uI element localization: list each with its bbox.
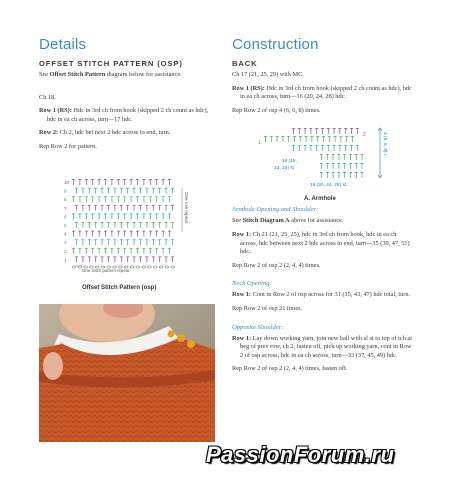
chain-stitch-mark xyxy=(165,266,169,268)
hdc-stitch-mark xyxy=(149,197,152,203)
hdc-stitch-mark xyxy=(107,257,110,263)
hdc-stitch-mark xyxy=(337,164,340,170)
osp-intro: See Offset Stitch Pattern diagram below for assistance. xyxy=(39,71,182,78)
hdc-stitch-mark xyxy=(88,257,91,263)
chart-row-number: 4 xyxy=(64,231,67,237)
hdc-stitch-mark xyxy=(94,223,97,229)
hdc-stitch-mark xyxy=(162,214,165,220)
hdc-stitch-mark xyxy=(333,146,336,152)
hdc-stitch-mark xyxy=(130,214,133,220)
hdc-stitch-mark xyxy=(136,231,139,237)
hdc-stitch-mark xyxy=(133,188,136,194)
hdc-stitch-mark xyxy=(98,231,101,237)
hdc-stitch-mark xyxy=(136,180,139,186)
hdc-stitch-mark xyxy=(145,223,148,229)
hdc-stitch-mark xyxy=(123,231,126,237)
hdc-stitch-mark xyxy=(139,240,142,246)
hdc-stitch-mark xyxy=(327,146,330,152)
hdc-stitch-mark xyxy=(315,146,318,152)
hdc-stitch-mark xyxy=(158,257,161,263)
hdc-stitch-mark xyxy=(101,240,104,246)
hdc-stitch-mark xyxy=(110,197,113,203)
hdc-stitch-mark xyxy=(155,248,158,254)
back-subheading: BACK xyxy=(232,59,258,68)
hdc-stitch-mark xyxy=(88,188,91,194)
hdc-stitch-mark xyxy=(168,231,171,237)
hdc-stitch-mark xyxy=(338,129,341,135)
hdc-stitch-mark xyxy=(339,137,342,143)
hdc-stitch-mark xyxy=(145,205,148,211)
hdc-stitch-mark xyxy=(91,231,94,237)
hdc-stitch-mark xyxy=(120,223,123,229)
diagram-label-19: 19 (19, xyxy=(282,159,297,164)
hdc-stitch-mark xyxy=(142,180,145,186)
hdc-stitch-mark xyxy=(315,129,318,135)
hdc-stitch-mark xyxy=(145,257,148,263)
hdc-stitch-mark xyxy=(337,155,340,161)
hdc-stitch-mark xyxy=(117,197,120,203)
hdc-stitch-mark xyxy=(136,214,139,220)
chart-row-number: 8 xyxy=(64,197,67,203)
watermark-logo: PassionForum.ru xyxy=(206,442,395,467)
hdc-stitch-mark xyxy=(171,205,174,211)
hdc-stitch-mark xyxy=(149,231,152,237)
hdc-stitch-mark xyxy=(78,248,81,254)
hdc-stitch-mark xyxy=(72,214,75,220)
hdc-stitch-mark xyxy=(345,137,348,143)
hdc-stitch-mark xyxy=(299,137,302,143)
opposite-row1: Row 1: Lay down working yarn, join new ball with sl st to top of tch at beg of prev row, ch 2, fasten off, pick up working yarn, cont in Row 2 of osp across, hdc in ea ch across, turn—33 (37, 45, 49) hdc. xyxy=(232,334,412,359)
armhole-heading: Armhole Opening and Shoulder: xyxy=(232,206,319,214)
hdc-stitch-mark xyxy=(139,257,142,263)
hdc-stitch-mark xyxy=(343,164,346,170)
hdc-stitch-mark xyxy=(316,137,319,143)
hdc-stitch-mark xyxy=(320,173,323,179)
osp-repeat: Rep Row 2 for pattern. xyxy=(39,142,97,150)
osp-chart-caption: Offset Stitch Pattern (osp) xyxy=(82,285,157,291)
hdc-stitch-mark xyxy=(136,197,139,203)
hdc-stitch-mark xyxy=(94,205,97,211)
hdc-stitch-mark xyxy=(139,223,142,229)
hdc-stitch-mark xyxy=(81,223,84,229)
hdc-stitch-mark xyxy=(98,180,101,186)
hdc-stitch-mark xyxy=(110,214,113,220)
hdc-stitch-mark xyxy=(332,173,335,179)
hdc-stitch-mark xyxy=(91,180,94,186)
hdc-stitch-mark xyxy=(91,248,94,254)
hdc-stitch-mark xyxy=(113,240,116,246)
hdc-stitch-mark xyxy=(81,188,84,194)
hdc-stitch-mark xyxy=(305,137,308,143)
osp-chain: Ch 18. xyxy=(39,93,56,101)
hdc-stitch-mark xyxy=(136,248,139,254)
hdc-stitch-mark xyxy=(113,205,116,211)
hdc-stitch-mark xyxy=(155,180,158,186)
construction-heading: Construction xyxy=(232,36,319,53)
one-row-repeat-label: One row repeat xyxy=(184,192,189,224)
hdc-stitch-mark xyxy=(107,205,110,211)
hdc-stitch-mark xyxy=(75,205,78,211)
hdc-stitch-mark xyxy=(85,197,88,203)
hdc-stitch-mark xyxy=(149,214,152,220)
hdc-stitch-mark xyxy=(320,164,323,170)
chain-stitch-mark xyxy=(72,266,76,268)
hdc-stitch-mark xyxy=(152,257,155,263)
hdc-stitch-mark xyxy=(152,223,155,229)
hdc-stitch-mark xyxy=(85,248,88,254)
row-count-arrow xyxy=(378,128,382,178)
hdc-stitch-mark xyxy=(361,155,364,161)
hdc-stitch-mark xyxy=(123,197,126,203)
hdc-stitch-mark xyxy=(149,180,152,186)
opposite-shoulder-heading: Opposite Shoulder: xyxy=(232,323,284,331)
hdc-stitch-mark xyxy=(356,146,359,152)
hdc-stitch-mark xyxy=(142,197,145,203)
hdc-stitch-mark xyxy=(75,257,78,263)
hdc-stitch-mark xyxy=(168,197,171,203)
hdc-stitch-mark xyxy=(107,223,110,229)
osp-row2: Row 2: Ch 2, hdc bet next 2 hdc across to end, turn. xyxy=(39,129,171,137)
hdc-stitch-mark xyxy=(123,248,126,254)
hdc-stitch-mark xyxy=(171,257,174,263)
hdc-stitch-mark xyxy=(120,240,123,246)
hdc-stitch-mark xyxy=(332,164,335,170)
hdc-stitch-mark xyxy=(328,137,331,143)
hdc-stitch-mark xyxy=(117,180,120,186)
osp-subheading: OFFSET STITCH PATTERN (OSP) xyxy=(39,59,183,68)
hdc-stitch-mark xyxy=(292,129,295,135)
chain-stitch-mark xyxy=(136,266,140,268)
hdc-stitch-mark xyxy=(152,188,155,194)
hdc-stitch-mark xyxy=(123,214,126,220)
hdc-stitch-mark xyxy=(333,129,336,135)
hdc-stitch-mark xyxy=(91,197,94,203)
hdc-stitch-mark xyxy=(110,231,113,237)
hdc-stitch-mark xyxy=(287,137,290,143)
hdc-stitch-mark xyxy=(113,257,116,263)
hdc-stitch-mark xyxy=(321,129,324,135)
chart-row-number: 3 xyxy=(64,240,67,246)
hdc-stitch-mark xyxy=(130,231,133,237)
hdc-stitch-mark xyxy=(349,173,352,179)
hdc-stitch-mark xyxy=(326,173,329,179)
hdc-stitch-mark xyxy=(113,188,116,194)
hdc-stitch-mark xyxy=(361,173,364,179)
hdc-stitch-mark xyxy=(155,231,158,237)
hdc-stitch-mark xyxy=(356,129,359,135)
hdc-stitch-mark xyxy=(168,180,171,186)
hdc-stitch-mark xyxy=(327,129,330,135)
hdc-stitch-mark xyxy=(98,248,101,254)
hdc-stitch-mark xyxy=(133,257,136,263)
hdc-stitch-mark xyxy=(104,248,107,254)
hdc-stitch-mark xyxy=(142,231,145,237)
hdc-stitch-mark xyxy=(85,180,88,186)
hdc-stitch-mark xyxy=(343,173,346,179)
hdc-stitch-mark xyxy=(310,137,313,143)
hdc-stitch-mark xyxy=(350,129,353,135)
back-repeat: Rep Row 2 of osp 4 (6, 6, 8) times. xyxy=(232,106,321,114)
hdc-stitch-mark xyxy=(155,214,158,220)
hdc-stitch-mark xyxy=(338,146,341,152)
hdc-stitch-mark xyxy=(94,240,97,246)
hdc-stitch-mark xyxy=(126,205,129,211)
osp-row1: Row 1 (RS): Hdc in 3rd ch from hook (skipped 2 ch count as hdc), hdc in ea ch across, turn—17 hdc. xyxy=(39,107,209,123)
hdc-stitch-mark xyxy=(117,231,120,237)
hdc-stitch-mark xyxy=(332,155,335,161)
hdc-stitch-mark xyxy=(101,223,104,229)
offset-stitch-chart xyxy=(62,174,192,284)
hdc-stitch-mark xyxy=(350,146,353,152)
hdc-stitch-mark xyxy=(168,214,171,220)
hdc-stitch-mark xyxy=(81,240,84,246)
diagram-label-side: 4 (6, 6, 8) r xyxy=(382,132,387,156)
hdc-stitch-mark xyxy=(270,137,273,143)
hdc-stitch-mark xyxy=(126,240,129,246)
hdc-stitch-mark xyxy=(142,248,145,254)
armhole-repeat: Rep Row 2 of osp 2 (2, 4, 4) times. xyxy=(232,261,321,269)
hdc-stitch-mark xyxy=(355,155,358,161)
hdc-stitch-mark xyxy=(355,164,358,170)
hdc-stitch-mark xyxy=(78,231,81,237)
hdc-stitch-mark xyxy=(85,231,88,237)
neck-row1: Row 1: Cont in Row 2 of osp across for 31 (35, 43, 47) hdc total, turn. xyxy=(232,291,411,299)
hdc-stitch-mark xyxy=(81,205,84,211)
hdc-stitch-mark xyxy=(158,240,161,246)
hdc-stitch-mark xyxy=(344,146,347,152)
hdc-stitch-mark xyxy=(349,164,352,170)
hdc-stitch-mark xyxy=(165,188,168,194)
hdc-stitch-mark xyxy=(145,240,148,246)
hdc-stitch-mark xyxy=(165,223,168,229)
hdc-stitch-mark xyxy=(349,155,352,161)
chart-row-number: 5 xyxy=(64,223,67,228)
diagram-row-1: 1 xyxy=(258,140,261,146)
diagram-label-16: 16 (20, 24, 28) st xyxy=(310,183,347,188)
hdc-stitch-mark xyxy=(88,205,91,211)
hdc-stitch-mark xyxy=(94,188,97,194)
chart-row-number: 6 xyxy=(64,214,67,220)
hdc-stitch-mark xyxy=(334,137,337,143)
hdc-stitch-mark xyxy=(152,240,155,246)
hdc-stitch-mark xyxy=(123,180,126,186)
diagram-label-23: 23, 23) st xyxy=(274,166,294,171)
hdc-stitch-mark xyxy=(293,137,296,143)
chart-row-number: 7 xyxy=(64,205,67,211)
hdc-stitch-mark xyxy=(75,240,78,246)
hdc-stitch-mark xyxy=(320,155,323,161)
hdc-stitch-mark xyxy=(104,180,107,186)
hdc-stitch-mark xyxy=(126,188,129,194)
hdc-stitch-mark xyxy=(321,146,324,152)
hdc-stitch-mark xyxy=(107,240,110,246)
hdc-stitch-mark xyxy=(171,240,174,246)
hdc-stitch-mark xyxy=(98,197,101,203)
hdc-stitch-mark xyxy=(322,137,325,143)
child-sweater-photo xyxy=(39,304,215,442)
hdc-stitch-mark xyxy=(120,188,123,194)
hdc-stitch-mark xyxy=(168,248,171,254)
hdc-stitch-mark xyxy=(298,146,301,152)
hdc-stitch-mark xyxy=(292,146,295,152)
chart-row-number: 2 xyxy=(64,248,67,254)
hdc-stitch-mark xyxy=(75,223,78,229)
hdc-stitch-mark xyxy=(130,197,133,203)
left-column xyxy=(39,36,215,157)
hdc-stitch-mark xyxy=(304,146,307,152)
hdc-stitch-mark xyxy=(162,197,165,203)
chart-row-number: 9 xyxy=(64,188,67,194)
hdc-stitch-mark xyxy=(309,146,312,152)
hdc-stitch-mark xyxy=(94,257,97,263)
hdc-stitch-mark xyxy=(113,223,116,229)
hdc-stitch-mark xyxy=(162,180,165,186)
hdc-stitch-mark xyxy=(88,240,91,246)
armhole-row1: Row 1: Ch 21 (21, 25, 25), hdc in 3rd ch from hook, hdc in ea ch across, hdc between next 2 hdc across to end, turn—35 (39, 47, 51) hdc. xyxy=(232,230,410,256)
hdc-stitch-mark xyxy=(133,223,136,229)
back-row1: Row 1 (RS): Hdc in 3rd ch from hook (skipped 2 ch count as hdc), hdc in ea ch across, turn—16 (20, 24, 28) hdc. xyxy=(232,84,412,101)
hdc-stitch-mark xyxy=(264,137,267,143)
armhole-diagram-caption: A. Armhole xyxy=(304,196,336,202)
neck-heading: Neck Opening: xyxy=(232,280,272,288)
chain-stitch-mark xyxy=(142,266,146,268)
hdc-stitch-mark xyxy=(104,197,107,203)
chain-stitch-mark xyxy=(171,266,175,268)
hdc-stitch-mark xyxy=(117,214,120,220)
hdc-stitch-mark xyxy=(78,214,81,220)
hdc-stitch-mark xyxy=(110,180,113,186)
hdc-stitch-mark xyxy=(351,137,354,143)
hdc-stitch-mark xyxy=(104,231,107,237)
diagram-row-2: 2 xyxy=(363,132,366,138)
hdc-stitch-mark xyxy=(155,197,158,203)
hdc-stitch-mark xyxy=(165,257,168,263)
hdc-stitch-mark xyxy=(75,188,78,194)
hdc-stitch-mark xyxy=(355,173,358,179)
hdc-stitch-mark xyxy=(72,231,75,237)
hdc-stitch-mark xyxy=(81,257,84,263)
hdc-stitch-mark xyxy=(101,257,104,263)
back-chain: Ch 17 (21, 25, 29) with MC. xyxy=(232,71,304,78)
hdc-stitch-mark xyxy=(165,240,168,246)
hdc-stitch-mark xyxy=(126,257,129,263)
neck-repeat: Rep Row 2 of osp 21 times. xyxy=(232,304,303,312)
hdc-stitch-mark xyxy=(101,205,104,211)
hdc-stitch-mark xyxy=(162,231,165,237)
hdc-stitch-mark xyxy=(298,129,301,135)
hdc-stitch-mark xyxy=(139,188,142,194)
hdc-stitch-mark xyxy=(133,205,136,211)
hdc-stitch-mark xyxy=(78,180,81,186)
hdc-stitch-mark xyxy=(344,129,347,135)
hdc-stitch-mark xyxy=(158,188,161,194)
hdc-stitch-mark xyxy=(107,188,110,194)
hdc-stitch-mark xyxy=(85,214,88,220)
hdc-stitch-mark xyxy=(117,248,120,254)
hdc-stitch-mark xyxy=(98,214,101,220)
hdc-stitch-mark xyxy=(158,223,161,229)
details-heading: Details xyxy=(39,36,87,53)
chain-stitch-mark xyxy=(153,266,157,268)
hdc-stitch-mark xyxy=(145,188,148,194)
hdc-stitch-mark xyxy=(130,248,133,254)
chain-stitch-mark xyxy=(147,266,151,268)
chart-row-number: 10 xyxy=(64,180,70,185)
hdc-stitch-mark xyxy=(133,240,136,246)
hdc-stitch-mark xyxy=(101,188,104,194)
hdc-stitch-mark xyxy=(326,164,329,170)
opposite-repeat: Rep Row 2 of osp 2 (2, 4, 4) times, fasten off. xyxy=(232,365,348,373)
one-stitch-repeat-label: One stitch pattern repeat xyxy=(82,268,130,273)
right-column xyxy=(232,36,412,379)
armhole-see: See Stitch Diagram A above for assistance. xyxy=(232,217,344,225)
hdc-stitch-mark xyxy=(126,223,129,229)
hdc-stitch-mark xyxy=(165,205,168,211)
hdc-stitch-mark xyxy=(88,223,91,229)
hdc-stitch-mark xyxy=(171,188,174,194)
hdc-stitch-mark xyxy=(326,155,329,161)
chart-row-number: 1 xyxy=(64,257,67,263)
hdc-stitch-mark xyxy=(139,205,142,211)
chain-stitch-mark xyxy=(130,266,134,268)
hdc-stitch-mark xyxy=(149,248,152,254)
hdc-stitch-mark xyxy=(78,197,81,203)
hdc-stitch-mark xyxy=(304,129,307,135)
hdc-stitch-mark xyxy=(162,248,165,254)
hdc-stitch-mark xyxy=(120,257,123,263)
hdc-stitch-mark xyxy=(337,173,340,179)
hdc-stitch-mark xyxy=(72,197,75,203)
hdc-stitch-mark xyxy=(152,205,155,211)
hdc-stitch-mark xyxy=(130,180,133,186)
hdc-stitch-mark xyxy=(171,223,174,229)
hdc-stitch-mark xyxy=(72,248,75,254)
hdc-stitch-mark xyxy=(276,137,279,143)
hdc-stitch-mark xyxy=(104,214,107,220)
hdc-stitch-mark xyxy=(361,164,364,170)
hdc-stitch-mark xyxy=(91,214,94,220)
hdc-stitch-mark xyxy=(110,248,113,254)
hdc-stitch-mark xyxy=(142,214,145,220)
hdc-stitch-mark xyxy=(120,205,123,211)
hdc-stitch-mark xyxy=(309,129,312,135)
hdc-stitch-mark xyxy=(343,155,346,161)
hdc-stitch-mark xyxy=(281,137,284,143)
hdc-stitch-mark xyxy=(72,180,75,186)
armhole-stitch-diagram xyxy=(252,122,402,202)
hdc-stitch-mark xyxy=(158,205,161,211)
chain-stitch-mark xyxy=(159,266,163,268)
